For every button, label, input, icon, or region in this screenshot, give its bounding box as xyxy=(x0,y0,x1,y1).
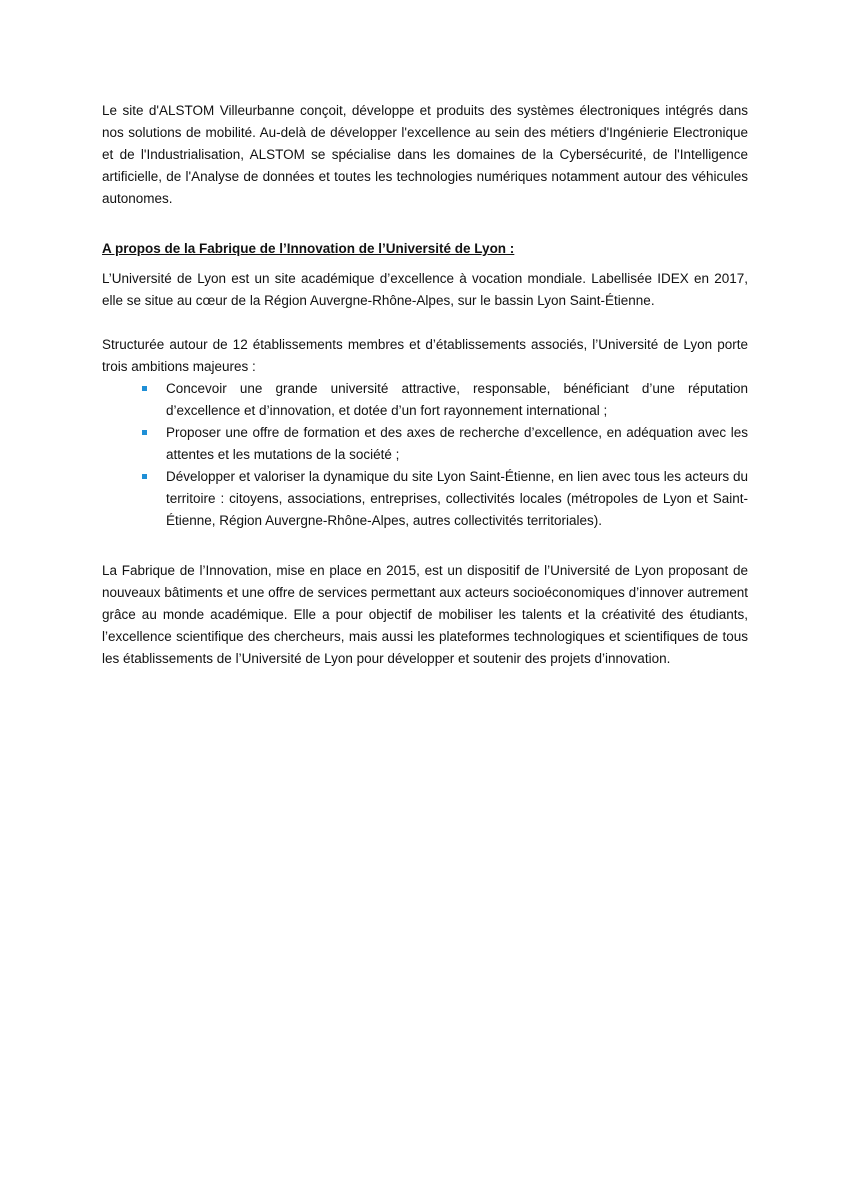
section-heading: A propos de la Fabrique de l’Innovation de l’Université de Lyon : xyxy=(102,241,515,256)
square-bullet-icon xyxy=(142,474,147,479)
list-item-text: Concevoir une grande université attractive, responsable, bénéficiant d’une réputation d’excellence et d’innovation, et dotée d’un fort rayonnement international ; xyxy=(166,381,748,418)
list-item xyxy=(102,422,748,466)
list-item xyxy=(102,378,748,422)
paragraph-universite-lyon: L’Université de Lyon est un site académique d’excellence à vocation mondiale. Labellisée IDEX en 2017, elle se situe au cœur de la Région Auvergne-Rhône-Alpes, sur le bassin Lyon Saint-Étienne. xyxy=(102,271,748,308)
paragraph-fabrique: La Fabrique de l’Innovation, mise en place en 2015, est un dispositif de l’Université de Lyon proposant de nouveaux bâtiments et une offre de services permettant aux acteurs socioéconomiques d’innover autrement grâce au monde académique. Elle a pour objectif de mobiliser les talents et la créativité des étudiants, l’excellence scientifique des chercheurs, mais aussi les plateformes technologiques et scientifiques de tous les établissements de l’Université de Lyon pour développer et soutenir des projets d’innovation. xyxy=(102,563,748,666)
square-bullet-icon xyxy=(142,430,147,435)
list-item-text: Développer et valoriser la dynamique du site Lyon Saint-Étienne, en lien avec tous les acteurs du territoire : citoyens, associations, entreprises, collectivités locales (métropoles de Lyon et Saint-Étienne, Région Auvergne-Rhône-Alpes, autres collectivités territoriales). xyxy=(166,469,748,528)
square-bullet-icon xyxy=(142,386,147,391)
list-item-text: Proposer une offre de formation et des axes de recherche d’excellence, en adéquation avec les attentes et les mutations de la société ; xyxy=(166,425,748,462)
list-item xyxy=(102,466,748,532)
paragraph-structure: Structurée autour de 12 établissements membres et d’établissements associés, l’Université de Lyon porte trois ambitions majeures : xyxy=(102,337,748,374)
ambitions-list xyxy=(102,378,748,532)
paragraph-alstom: Le site d'ALSTOM Villeurbanne conçoit, développe et produits des systèmes électroniques intégrés dans nos solutions de mobilité. Au-delà de développer l'excellence au sein des métiers d'Ingénierie Electronique et de l'Industrialisation, ALSTOM se spécialise dans les domaines de la Cybersécurité, de l'Intelligence artificielle, de l'Analyse de données et toutes les technologies numériques notamment autour des véhicules autonomes. xyxy=(102,103,748,206)
document-body xyxy=(102,100,748,670)
